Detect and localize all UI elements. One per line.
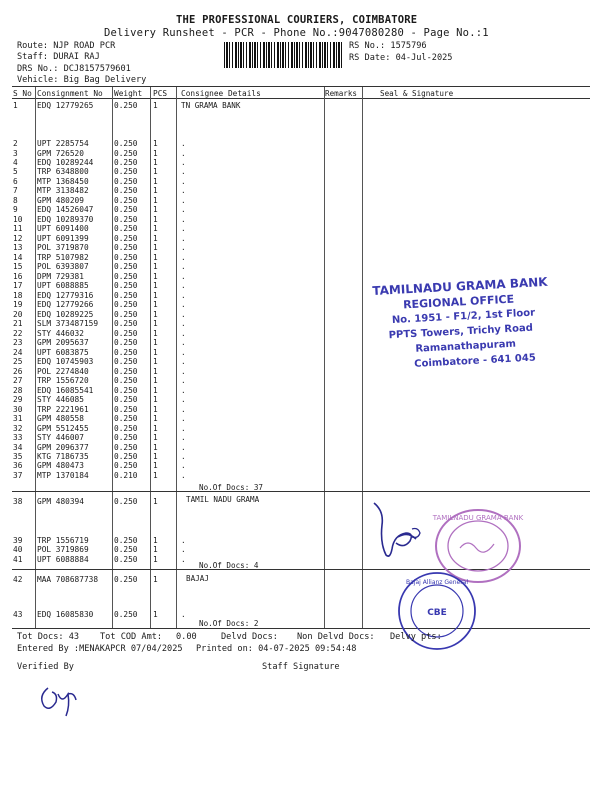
- row-consignee-dot: .: [181, 555, 186, 564]
- row-consignment-no: GPM 480394: [37, 497, 84, 506]
- row-weight: 0.250: [114, 262, 138, 271]
- row-sno: 13: [13, 243, 23, 252]
- row-sno: 41: [13, 555, 23, 564]
- row-weight: 0.250: [114, 405, 138, 414]
- stamp-line: TAMILNADU GRAMA BANK: [372, 274, 548, 298]
- table-row: [12, 101, 372, 111]
- row-consignee-dot: .: [181, 376, 186, 385]
- row-consignee-dot: .: [181, 329, 186, 338]
- stamp-line: Coimbatore - 641 045: [413, 352, 537, 370]
- row-consignment-no: TRP 5107982: [37, 253, 89, 262]
- row-sno: 30: [13, 405, 23, 414]
- row-weight: 0.250: [114, 443, 138, 452]
- row-weight: 0.250: [114, 319, 138, 328]
- row-sno: 21: [13, 319, 23, 328]
- row-consignee-dot: .: [181, 310, 186, 319]
- row-consignment-no: GPM 2095637: [37, 338, 89, 347]
- row-weight: 0.250: [114, 149, 138, 158]
- row-weight: 0.250: [114, 610, 138, 619]
- row-consignment-no: TRP 1556720: [37, 376, 89, 385]
- row-consignee-dot: .: [181, 536, 186, 545]
- row-weight: 0.250: [114, 224, 138, 233]
- total-docs: Tot Docs: 43: [17, 632, 80, 642]
- row-pcs: 1: [153, 395, 158, 404]
- row-pcs: 1: [153, 310, 158, 319]
- route-label: Route: NJP ROAD PCR: [17, 41, 116, 51]
- row-pcs: 1: [153, 357, 158, 366]
- table-row: [12, 545, 372, 555]
- row-consignment-no: EDQ 12779266: [37, 300, 94, 309]
- row-pcs: 1: [153, 291, 158, 300]
- row-consignee-dot: .: [181, 319, 186, 328]
- row-weight: 0.250: [114, 300, 138, 309]
- row-consignee-dot: .: [181, 215, 186, 224]
- row-pcs: 1: [153, 536, 158, 545]
- row-consignment-no: DPM 729381: [37, 272, 84, 281]
- row-consignment-no: SLM 373487159: [37, 319, 99, 328]
- row-weight: 0.250: [114, 575, 138, 584]
- row-consignee-dot: .: [181, 224, 186, 233]
- row-consignee-dot: .: [181, 149, 186, 158]
- row-consignment-no: GPM 5512455: [37, 424, 89, 433]
- row-pcs: 1: [153, 215, 158, 224]
- row-consignee-dot: .: [181, 177, 186, 186]
- row-pcs: 1: [153, 205, 158, 214]
- row-sno: 28: [13, 386, 23, 395]
- table-row: [12, 357, 372, 367]
- row-sno: 35: [13, 452, 23, 461]
- bank-office-stamp: [372, 275, 552, 374]
- handwritten-signature: [368, 497, 438, 567]
- row-sno: 4: [13, 158, 18, 167]
- row-consignee-dot: .: [181, 262, 186, 271]
- row-weight: 0.250: [114, 433, 138, 442]
- table-row: [12, 471, 372, 481]
- row-pcs: 1: [153, 555, 158, 564]
- row-pcs: 1: [153, 272, 158, 281]
- table-row: [12, 497, 372, 507]
- row-pcs: 1: [153, 471, 158, 480]
- row-sno: 37: [13, 471, 23, 480]
- row-sno: 5: [13, 167, 18, 176]
- row-consignee-dot: .: [181, 610, 186, 619]
- row-weight: 0.250: [114, 281, 138, 290]
- row-pcs: 1: [153, 433, 158, 442]
- row-pcs: 1: [153, 196, 158, 205]
- row-consignee-dot: .: [181, 338, 186, 347]
- total-cod-value: 0.00: [176, 632, 197, 642]
- col-pcs: PCS: [153, 89, 168, 98]
- row-weight: 0.250: [114, 545, 138, 554]
- row-pcs: 1: [153, 139, 158, 148]
- table-row: [12, 338, 372, 348]
- row-weight: 0.250: [114, 272, 138, 281]
- row-weight: 0.250: [114, 367, 138, 376]
- row-pcs: 1: [153, 234, 158, 243]
- row-sno: 34: [13, 443, 23, 452]
- row-pcs: 1: [153, 405, 158, 414]
- row-sno: 6: [13, 177, 18, 186]
- row-weight: 0.250: [114, 139, 138, 148]
- col-sno: S No: [13, 89, 32, 98]
- row-consignment-no: EDQ 14526047: [37, 205, 94, 214]
- row-sno: 12: [13, 234, 23, 243]
- row-sno: 39: [13, 536, 23, 545]
- group-docs-count: No.Of Docs: 2: [199, 619, 259, 628]
- row-pcs: 1: [153, 424, 158, 433]
- row-weight: 0.250: [114, 205, 138, 214]
- row-consignment-no: POL 2274840: [37, 367, 89, 376]
- row-consignment-no: STY 446007: [37, 433, 84, 442]
- row-sno: 23: [13, 338, 23, 347]
- row-pcs: 1: [153, 253, 158, 262]
- row-consignee-dot: .: [181, 424, 186, 433]
- row-consignee-dot: .: [181, 395, 186, 404]
- table-row: [12, 139, 372, 149]
- row-consignment-no: EDQ 10289370: [37, 215, 94, 224]
- row-weight: 0.250: [114, 338, 138, 347]
- group-consignee: TAMIL NADU GRAMA: [186, 495, 260, 504]
- row-weight: 0.250: [114, 253, 138, 262]
- table-row: [12, 300, 372, 310]
- group-rule: [12, 491, 590, 492]
- row-consignee-dot: .: [181, 205, 186, 214]
- row-weight: 0.210: [114, 471, 138, 480]
- table-row: [12, 186, 372, 196]
- row-pcs: 1: [153, 367, 158, 376]
- verifier-signature: [34, 680, 84, 720]
- row-weight: 0.250: [114, 424, 138, 433]
- table-header-rule: [12, 98, 590, 99]
- row-sno: 20: [13, 310, 23, 319]
- row-sno: 43: [13, 610, 23, 619]
- row-pcs: 1: [153, 386, 158, 395]
- row-pcs: 1: [153, 461, 158, 470]
- row-consignment-no: STY 446032: [37, 329, 84, 338]
- row-sno: 27: [13, 376, 23, 385]
- row-consignment-no: UPT 6091400: [37, 224, 89, 233]
- row-sno: 11: [13, 224, 23, 233]
- row-sno: 8: [13, 196, 18, 205]
- row-weight: 0.250: [114, 186, 138, 195]
- row-pcs: 1: [153, 281, 158, 290]
- row-consignment-no: EDQ 10745903: [37, 357, 94, 366]
- row-pcs: 1: [153, 167, 158, 176]
- row-pcs: 1: [153, 329, 158, 338]
- row-weight: 0.250: [114, 215, 138, 224]
- row-weight: 0.250: [114, 177, 138, 186]
- row-sno: 33: [13, 433, 23, 442]
- row-consignee-dot: .: [181, 167, 186, 176]
- total-cod-label: Tot COD Amt:: [100, 632, 163, 642]
- row-consignee-dot: .: [181, 196, 186, 205]
- stamp-line: REGIONAL OFFICE: [402, 292, 515, 312]
- row-consignee-dot: .: [181, 234, 186, 243]
- col-remarks: Remarks: [325, 89, 358, 98]
- table-row: [12, 414, 372, 424]
- stamp-line: No. 1951 - F1/2, 1st Floor: [391, 307, 536, 326]
- row-pcs: 1: [153, 149, 158, 158]
- row-consignment-no: GPM 480473: [37, 461, 84, 470]
- non-delivered-docs-label: Non Delvd Docs:: [297, 632, 375, 642]
- col-consignment: Consignment No: [37, 89, 103, 98]
- row-weight: 0.250: [114, 414, 138, 423]
- row-consignee-dot: .: [181, 158, 186, 167]
- company-title: THE PROFESSIONAL COURIERS, COIMBATORE: [176, 14, 418, 26]
- row-consignee-dot: .: [181, 300, 186, 309]
- row-sno: 29: [13, 395, 23, 404]
- row-consignee-dot: .: [181, 348, 186, 357]
- row-consignment-no: EDQ 16085830: [37, 610, 94, 619]
- row-weight: 0.250: [114, 196, 138, 205]
- barcode: [224, 42, 342, 68]
- table-top-rule: [12, 86, 590, 87]
- row-sno: 10: [13, 215, 23, 224]
- row-consignment-no: EDQ 12779316: [37, 291, 94, 300]
- row-consignee-dot: .: [181, 461, 186, 470]
- row-consignee-dot: .: [181, 414, 186, 423]
- table-row: [12, 395, 372, 405]
- row-weight: 0.250: [114, 461, 138, 470]
- group-docs-count: No.Of Docs: 4: [199, 561, 259, 570]
- row-sno: 40: [13, 545, 23, 554]
- row-pcs: 1: [153, 497, 158, 506]
- row-sno: 22: [13, 329, 23, 338]
- stamp-line: Ramanathapuram: [415, 338, 517, 355]
- row-consignee-dot: .: [181, 452, 186, 461]
- row-consignment-no: UPT 6088884: [37, 555, 89, 564]
- printed-on: Printed on: 04-07-2025 09:54:48: [196, 644, 357, 654]
- row-consignment-no: MTP 1370184: [37, 471, 89, 480]
- col-seal: Seal & Signature: [380, 89, 454, 98]
- row-weight: 0.250: [114, 243, 138, 252]
- row-pcs: 1: [153, 262, 158, 271]
- verified-by-label: Verified By: [17, 662, 74, 672]
- table-row: [12, 555, 372, 565]
- group-consignee: TN GRAMA BANK: [181, 101, 241, 110]
- row-pcs: 1: [153, 243, 158, 252]
- row-pcs: 1: [153, 319, 158, 328]
- row-sno: 18: [13, 291, 23, 300]
- row-consignee-dot: .: [181, 443, 186, 452]
- row-sno: 31: [13, 414, 23, 423]
- row-sno: 15: [13, 262, 23, 271]
- row-pcs: 1: [153, 610, 158, 619]
- row-sno: 17: [13, 281, 23, 290]
- row-consignment-no: UPT 2285754: [37, 139, 89, 148]
- row-consignment-no: STY 446085: [37, 395, 84, 404]
- row-consignment-no: UPT 6091399: [37, 234, 89, 243]
- table-row: [12, 205, 372, 215]
- staff-signature-label: Staff Signature: [262, 662, 340, 672]
- row-weight: 0.250: [114, 452, 138, 461]
- row-pcs: 1: [153, 101, 158, 110]
- row-consignee-dot: .: [181, 243, 186, 252]
- row-pcs: 1: [153, 177, 158, 186]
- row-consignment-no: MTP 1368450: [37, 177, 89, 186]
- row-consignment-no: POL 6393807: [37, 262, 89, 271]
- row-consignee-dot: .: [181, 405, 186, 414]
- col-weight: Weight: [114, 89, 143, 98]
- row-sno: 3: [13, 149, 18, 158]
- drs-number: DRS No.: DCJ8157579601: [17, 64, 131, 74]
- row-weight: 0.250: [114, 497, 138, 506]
- row-consignment-no: TRP 2221961: [37, 405, 89, 414]
- row-consignee-dot: .: [181, 186, 186, 195]
- vehicle-label: Vehicle: Big Bag Delivery: [17, 75, 147, 85]
- row-pcs: 1: [153, 452, 158, 461]
- row-consignment-no: UPT 6083875: [37, 348, 89, 357]
- table-row: [12, 224, 372, 234]
- row-consignee-dot: .: [181, 545, 186, 554]
- table-row: [12, 433, 372, 443]
- row-weight: 0.250: [114, 395, 138, 404]
- row-consignment-no: UPT 6088885: [37, 281, 89, 290]
- row-sno: 24: [13, 348, 23, 357]
- row-weight: 0.250: [114, 376, 138, 385]
- row-consignment-no: GPM 726520: [37, 149, 84, 158]
- row-pcs: 1: [153, 338, 158, 347]
- row-consignee-dot: .: [181, 357, 186, 366]
- table-row: [12, 376, 372, 386]
- row-consignment-no: TRP 6348800: [37, 167, 89, 176]
- col-consignee: Consignee Details: [181, 89, 261, 98]
- delivered-docs-label: Delvd Docs:: [221, 632, 278, 642]
- row-consignee-dot: .: [181, 367, 186, 376]
- svg-text:Bajaj Allianz General: Bajaj Allianz General: [406, 579, 468, 586]
- table-row: [12, 243, 372, 253]
- row-consignee-dot: .: [181, 471, 186, 480]
- row-weight: 0.250: [114, 167, 138, 176]
- row-pcs: 1: [153, 158, 158, 167]
- row-sno: 7: [13, 186, 18, 195]
- row-sno: 38: [13, 497, 23, 506]
- row-weight: 0.250: [114, 158, 138, 167]
- row-consignee-dot: .: [181, 433, 186, 442]
- row-consignment-no: EDQ 10289244: [37, 158, 94, 167]
- row-weight: 0.250: [114, 536, 138, 545]
- row-sno: 36: [13, 461, 23, 470]
- runsheet-subtitle: Delivery Runsheet - PCR - Phone No.:9047080280 - Page No.:1: [104, 27, 489, 39]
- staff-label: Staff: DURAI RAJ: [17, 52, 100, 62]
- row-sno: 42: [13, 575, 23, 584]
- row-pcs: 1: [153, 376, 158, 385]
- table-row: [12, 281, 372, 291]
- row-consignment-no: GPM 480558: [37, 414, 84, 423]
- row-weight: 0.250: [114, 555, 138, 564]
- row-consignee-dot: .: [181, 253, 186, 262]
- table-row: [12, 319, 372, 329]
- row-consignment-no: GPM 480209: [37, 196, 84, 205]
- row-sno: 25: [13, 357, 23, 366]
- row-weight: 0.250: [114, 348, 138, 357]
- row-consignment-no: TRP 1556719: [37, 536, 89, 545]
- row-weight: 0.250: [114, 234, 138, 243]
- svg-text:CBE: CBE: [427, 608, 447, 618]
- table-row: [12, 575, 372, 585]
- row-consignee-dot: .: [181, 281, 186, 290]
- row-weight: 0.250: [114, 329, 138, 338]
- rs-date: RS Date: 04-Jul-2025: [349, 53, 453, 63]
- delivery-points-label: Delvy pts:: [390, 632, 442, 642]
- row-weight: 0.250: [114, 386, 138, 395]
- table-row: [12, 461, 372, 471]
- table-row: [12, 262, 372, 272]
- row-pcs: 1: [153, 186, 158, 195]
- row-weight: 0.250: [114, 291, 138, 300]
- rs-number: RS No.: 1575796: [349, 41, 427, 51]
- row-consignment-no: POL 3719869: [37, 545, 89, 554]
- row-pcs: 1: [153, 348, 158, 357]
- row-consignee-dot: .: [181, 291, 186, 300]
- row-sno: 19: [13, 300, 23, 309]
- row-pcs: 1: [153, 300, 158, 309]
- row-consignment-no: MAA 708687738: [37, 575, 99, 584]
- row-sno: 9: [13, 205, 18, 214]
- row-weight: 0.250: [114, 357, 138, 366]
- row-consignment-no: MTP 3138482: [37, 186, 89, 195]
- table-row: [12, 610, 372, 620]
- row-consignment-no: GPM 2096377: [37, 443, 89, 452]
- row-sno: 2: [13, 139, 18, 148]
- row-pcs: 1: [153, 443, 158, 452]
- group-consignee: BAJAJ: [186, 574, 209, 583]
- row-pcs: 1: [153, 575, 158, 584]
- row-weight: 0.250: [114, 101, 138, 110]
- row-consignee-dot: .: [181, 272, 186, 281]
- row-sno: 14: [13, 253, 23, 262]
- row-consignee-dot: .: [181, 139, 186, 148]
- row-consignment-no: KTG 7186735: [37, 452, 89, 461]
- row-sno: 32: [13, 424, 23, 433]
- row-sno: 26: [13, 367, 23, 376]
- row-sno: 1: [13, 101, 18, 110]
- row-consignment-no: POL 3719870: [37, 243, 89, 252]
- entered-by: Entered By :MENAKAPCR 07/04/2025: [17, 644, 183, 654]
- row-sno: 16: [13, 272, 23, 281]
- row-consignment-no: EDQ 10289225: [37, 310, 94, 319]
- row-consignee-dot: .: [181, 386, 186, 395]
- row-consignment-no: EDQ 16085541: [37, 386, 94, 395]
- svg-text:TAMILNADU GRAMA BANK: TAMILNADU GRAMA BANK: [432, 514, 524, 522]
- table-row: [12, 167, 372, 177]
- stamp-line: PPTS Towers, Trichy Road: [388, 322, 534, 342]
- row-pcs: 1: [153, 224, 158, 233]
- group-docs-count: No.Of Docs: 37: [199, 483, 264, 492]
- row-pcs: 1: [153, 414, 158, 423]
- table-bottom-rule: [12, 628, 590, 629]
- row-weight: 0.250: [114, 310, 138, 319]
- row-pcs: 1: [153, 545, 158, 554]
- row-consignment-no: EDQ 12779265: [37, 101, 94, 110]
